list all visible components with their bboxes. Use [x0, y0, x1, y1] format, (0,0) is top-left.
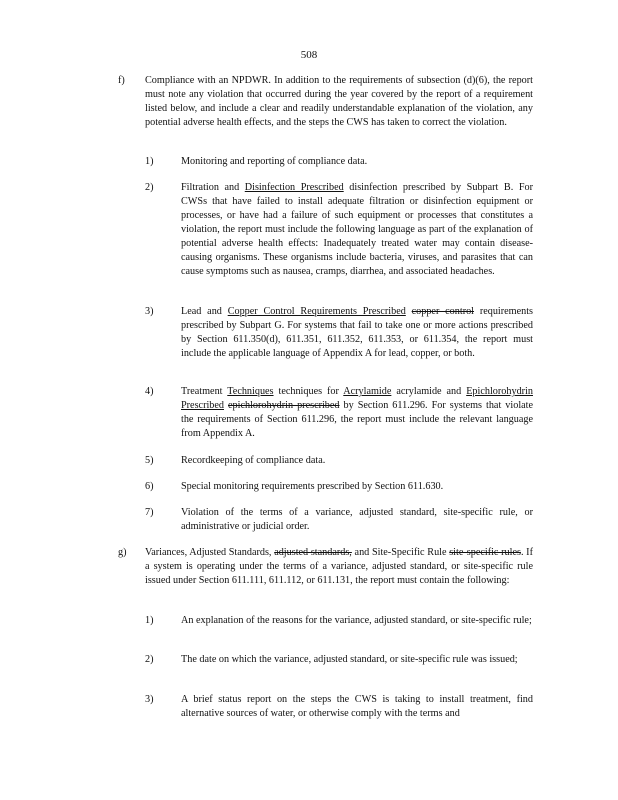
- text-run: Recordkeeping of compliance data.: [181, 455, 326, 466]
- section-g-text: [145, 546, 533, 588]
- text-run: Violation of the terms of a variance, adjusted standard, site-specific rule, or administrative or judicial order.: [181, 507, 533, 532]
- text-run: techniques for: [273, 386, 344, 397]
- item-g2-text: [181, 653, 533, 667]
- item-number: 3): [145, 306, 154, 317]
- section-f-text: [145, 74, 533, 130]
- item-number: 6): [145, 481, 154, 492]
- inserted-text: Techniques: [227, 386, 274, 397]
- section-label-g: g): [118, 547, 127, 558]
- item-number: 1): [145, 156, 154, 167]
- text-run: by Section 611.296. For systems that violate the requirements of Section 611.296, the report must include the relevant language from Appendix A.: [181, 400, 534, 439]
- deleted-text: adjusted standards,: [274, 547, 352, 558]
- item-number: 5): [145, 455, 154, 466]
- text-run: disinfection prescribed by Subpart B. For CWSs that have failed to install adequate filtration or disinfection equipment or processes, or have had a failure of such equipment or processes that constitutes a violation, the report must include the following language as part of the explanation of potential adverse health effects: Inadequately treated water may contain disease-causing organisms. These organisms include bacteria, viruses, and parasites that can cause symptoms such as nausea, cramps, diarrhea, and associated headaches.: [181, 182, 533, 277]
- text-run: Variances, Adjusted Standards,: [145, 547, 275, 558]
- inserted-text: Disinfection Prescribed: [244, 182, 344, 193]
- deleted-text: epichlorohydrin prescribed: [228, 400, 340, 411]
- inserted-text: Acrylamide: [343, 386, 392, 397]
- deleted-text: copper control: [411, 306, 475, 317]
- text-run: . If a system is operating under the terms of a variance, adjusted standard, or site-specific rule issued under Section 611.111, 611.112, or 611.131, the report must contain the following:: [145, 547, 533, 586]
- inserted-text: Epichlorohydrin Prescribed: [181, 386, 533, 411]
- text-run: and Site-Specific Rule: [351, 547, 450, 558]
- text-run: Monitoring and reporting of compliance data.: [181, 156, 368, 167]
- section-label-f: f): [118, 75, 125, 86]
- item-f7-text: [181, 506, 533, 534]
- deleted-text: site-specific rules: [449, 547, 521, 558]
- inserted-text: Copper Control Requirements Prescribed: [227, 306, 406, 317]
- text-run: Compliance with an NPDWR. In addition to the requirements of subsection (d)(6), the report must note any violation that occurred during the year covered by the report of a requirement listed below, and include a clear and readily understandable explanation of the violation, any potential adverse health effects, and the steps the CWS has taken to correct the violation.: [145, 75, 533, 128]
- text-run: requirements prescribed by Subpart G. For systems that fail to take one or more actions prescribed by Section 611.350(d), 611.351, 611.352, 611.353, or 611.354, the report must include the applicable language of Appendix A for lead, copper, or both.: [181, 306, 534, 359]
- item-f6-text: [181, 480, 533, 494]
- item-number: 3): [145, 694, 154, 705]
- item-number: 1): [145, 615, 154, 626]
- text-run: Treatment: [181, 386, 228, 397]
- item-number: 4): [145, 386, 154, 397]
- item-f2-text: [181, 181, 533, 279]
- item-f5-text: [181, 454, 533, 468]
- text-run: The date on which the variance, adjusted standard, or site-specific rule was issued;: [181, 654, 518, 665]
- item-number: 7): [145, 507, 154, 518]
- text-run: A brief status report on the steps the CWS is taking to install treatment, find alternative sources of water, or otherwise comply with the terms and: [181, 694, 533, 719]
- item-g3-text: [181, 693, 533, 721]
- text-run: Filtration and: [181, 182, 245, 193]
- item-g1-text: [181, 614, 533, 628]
- text-run: An explanation of the reasons for the variance, adjusted standard, or site-specific rule;: [181, 615, 532, 626]
- text-run: Special monitoring requirements prescribed by Section 611.630.: [181, 481, 444, 492]
- text-run: acrylamide and: [391, 386, 467, 397]
- page-number: 508: [300, 49, 318, 61]
- item-f4-text: [181, 385, 533, 441]
- text-run: Lead and: [181, 306, 228, 317]
- item-number: 2): [145, 182, 154, 193]
- item-number: 2): [145, 654, 154, 665]
- item-f3-text: [181, 305, 533, 361]
- item-f1-text: [181, 155, 533, 169]
